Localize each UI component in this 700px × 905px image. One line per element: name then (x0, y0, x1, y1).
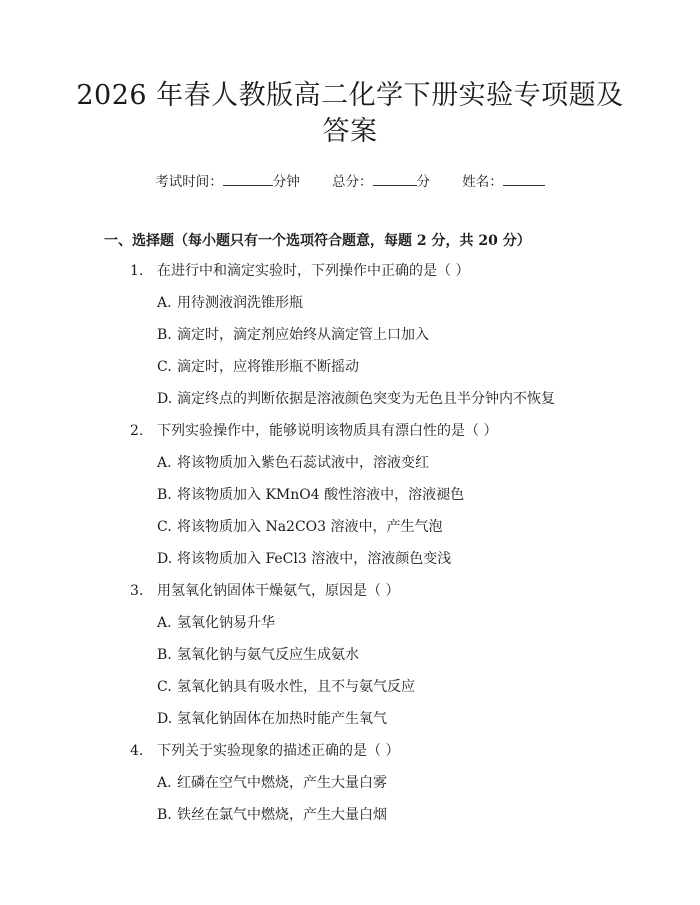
option-letter: D. (157, 711, 173, 727)
score-label: 总分： (332, 174, 373, 190)
option-text: 铁丝在氯气中燃烧，产生大量白烟 (177, 807, 387, 823)
option-3a[interactable] (157, 613, 275, 633)
name-label: 姓名： (462, 174, 503, 190)
name-field (462, 170, 545, 190)
question-number: 1. (130, 263, 144, 279)
question-number: 2. (130, 423, 144, 439)
option-2c[interactable] (157, 517, 443, 537)
option-letter: B. (157, 807, 172, 823)
option-3b[interactable] (157, 645, 359, 665)
option-text: 滴定时，应将锥形瓶不断摇动 (177, 359, 359, 375)
option-2d[interactable] (157, 549, 451, 569)
option-letter: C. (157, 519, 172, 535)
option-3c[interactable] (157, 677, 415, 697)
score-field (332, 170, 430, 190)
name-blank[interactable] (503, 171, 545, 186)
option-1a[interactable] (157, 293, 303, 313)
option-2b[interactable] (157, 485, 464, 505)
score-blank[interactable] (373, 171, 417, 186)
option-4a[interactable] (157, 773, 387, 793)
option-text: 氢氧化钠具有吸水性，且不与氨气反应 (177, 679, 415, 695)
option-text: 将该物质加入 Na2CO3 溶液中，产生气泡 (177, 519, 443, 535)
option-letter: A. (157, 775, 172, 791)
option-text: 滴定时，滴定剂应始终从滴定管上口加入 (177, 327, 429, 343)
option-text: 用待测液润洗锥形瓶 (177, 295, 303, 311)
question-text: 下列关于实验现象的描述正确的是（ ） (157, 743, 400, 759)
title-line-2: 答案 (322, 116, 378, 147)
option-text: 滴定终点的判断依据是溶液颜色突变为无色且半分钟内不恢复 (177, 391, 555, 407)
question-text: 下列实验操作中，能够说明该物质具有漂白性的是（ ） (157, 423, 498, 439)
question-1 (130, 261, 469, 281)
option-text: 红磷在空气中燃烧，产生大量白雾 (177, 775, 387, 791)
time-label: 考试时间： (155, 174, 223, 190)
option-letter: B. (157, 327, 172, 343)
option-letter: B. (157, 647, 172, 663)
option-letter: C. (157, 679, 172, 695)
option-4b[interactable] (157, 805, 387, 825)
option-2a[interactable] (157, 453, 429, 473)
option-letter: B. (157, 487, 172, 503)
option-text: 氢氧化钠与氨气反应生成氨水 (177, 647, 359, 663)
time-field (155, 170, 300, 190)
question-number: 4. (130, 743, 144, 759)
question-number: 3. (130, 583, 144, 599)
question-text: 在进行中和滴定实验时，下列操作中正确的是（ ） (157, 263, 470, 279)
question-4 (130, 741, 399, 761)
option-1c[interactable] (157, 357, 359, 377)
page-title (60, 78, 640, 150)
time-unit: 分钟 (272, 174, 300, 190)
option-text: 氢氧化钠固体在加热时能产生氧气 (177, 711, 387, 727)
title-line-1: 2026 年春人教版高二化学下册实验专项题及 (76, 80, 624, 111)
time-blank[interactable] (223, 171, 273, 186)
option-letter: C. (157, 359, 172, 375)
score-unit: 分 (416, 174, 430, 190)
option-text: 将该物质加入 KMnO4 酸性溶液中，溶液褪色 (177, 487, 465, 503)
question-3 (130, 581, 399, 601)
option-letter: A. (157, 295, 172, 311)
option-letter: A. (157, 615, 172, 631)
option-letter: A. (157, 455, 172, 471)
option-3d[interactable] (157, 709, 387, 729)
option-text: 氢氧化钠易升华 (177, 615, 275, 631)
option-text: 将该物质加入紫色石蕊试液中，溶液变红 (177, 455, 429, 471)
option-1b[interactable] (157, 325, 429, 345)
question-text: 用氢氧化钠固体干燥氨气，原因是（ ） (157, 583, 400, 599)
question-2 (130, 421, 497, 441)
option-letter: D. (157, 391, 173, 407)
option-1d[interactable] (157, 389, 555, 409)
section-heading: 一、选择题（每小题只有一个选项符合题意，每题 2 分，共 20 分） (104, 233, 531, 249)
exam-info-row (0, 170, 700, 190)
option-letter: D. (157, 551, 173, 567)
option-text: 将该物质加入 FeCl3 溶液中，溶液颜色变浅 (177, 551, 452, 567)
